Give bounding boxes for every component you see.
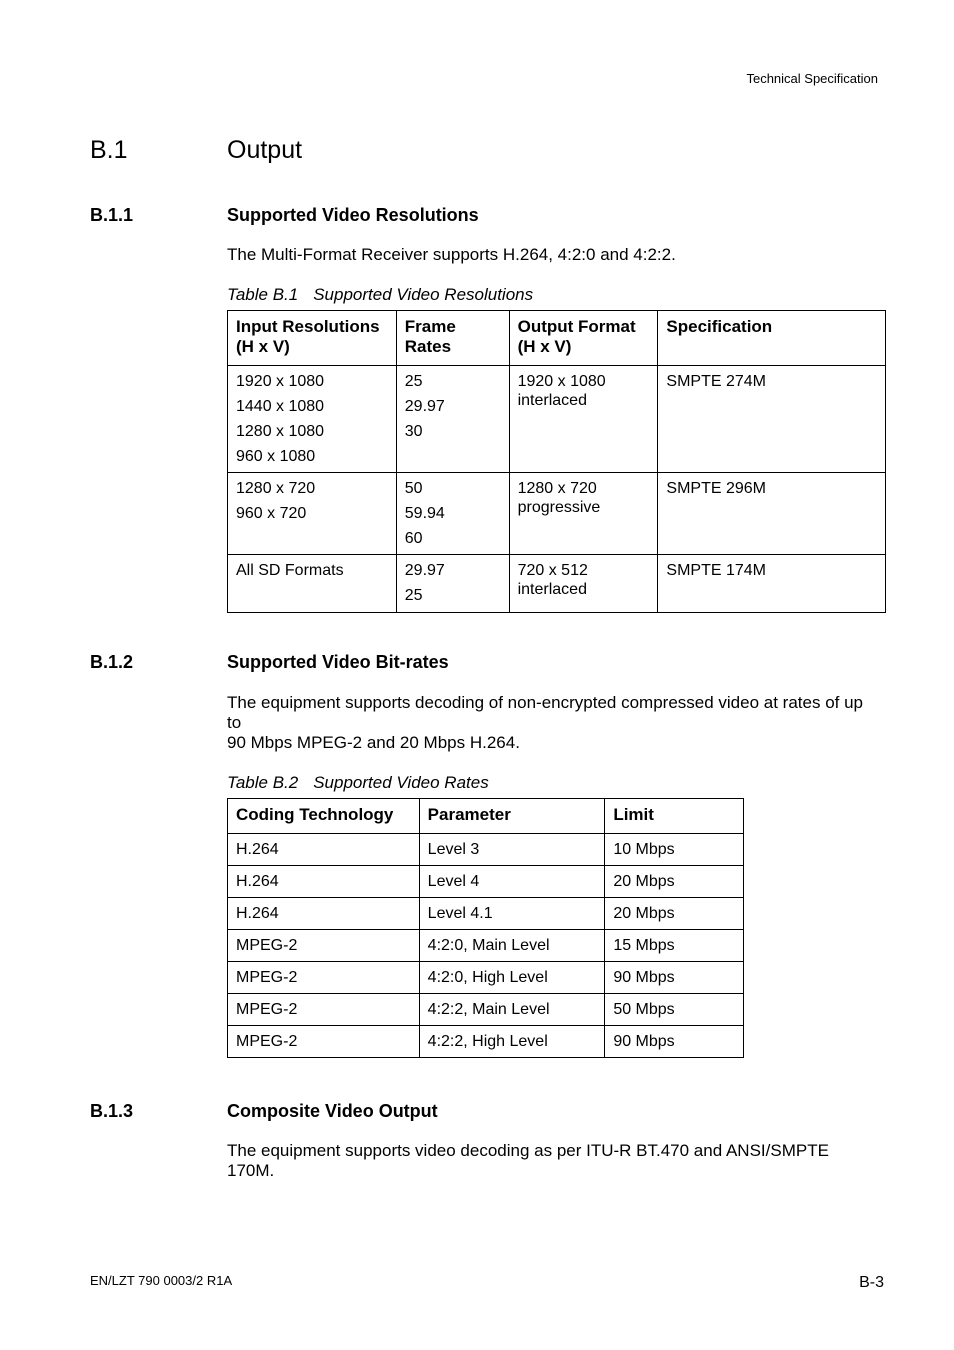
page-number: B-3 — [859, 1274, 884, 1291]
output-format-cell — [509, 555, 658, 613]
table-row — [228, 962, 744, 994]
body-paragraph: The Multi-Format Receiver supports H.264, 4:2:0 and 4:2:2. — [227, 245, 676, 264]
coding-technology-cell: H.264 — [228, 834, 420, 866]
column-header: Input Resolutions (H x V) — [228, 311, 397, 366]
document-id: EN/LZT 790 0003/2 R1A — [90, 1273, 233, 1288]
paragraph-line: 90 Mbps MPEG-2 and 20 Mbps H.264. — [227, 733, 520, 752]
frame-rate-value: 29.97 — [404, 398, 445, 415]
paragraph-line: The equipment supports decoding of non-encrypted compressed video at rates of up to — [227, 693, 863, 732]
coding-technology-cell: MPEG-2 — [228, 962, 420, 994]
resolution-value: 1280 x 720 — [236, 480, 316, 497]
limit-cell: 90 Mbps — [605, 962, 744, 994]
coding-technology-cell: MPEG-2 — [228, 930, 420, 962]
input-resolutions-cell — [228, 473, 397, 555]
subsection-title: Composite Video Output — [227, 1101, 438, 1121]
frame-rates-cell — [396, 473, 509, 555]
limit-cell: 20 Mbps — [605, 866, 744, 898]
table-row — [228, 930, 744, 962]
specification-cell — [658, 473, 886, 555]
output-format-value: 1920 x 1080 interlaced — [517, 373, 606, 409]
resolution-value: 1920 x 1080 — [236, 373, 325, 390]
limit-cell: 90 Mbps — [605, 1026, 744, 1058]
caption-label: Table B.1 — [227, 285, 299, 304]
subsection-number: B.1.3 — [90, 1101, 134, 1121]
frame-rate-value: 59.94 — [404, 505, 445, 522]
table-row — [228, 898, 744, 930]
resolutions-table — [227, 310, 886, 613]
table-header-row — [228, 311, 886, 366]
subsection-title: Supported Video Resolutions — [227, 205, 479, 225]
frame-rate-value: 60 — [404, 530, 423, 547]
specification-value: SMPTE 274M — [666, 373, 766, 390]
subsection-number: B.1.1 — [90, 205, 134, 225]
specification-cell — [658, 555, 886, 613]
section-number: B.1 — [90, 136, 128, 164]
column-header: Output Format (H x V) — [509, 311, 658, 366]
resolution-value: All SD Formats — [236, 562, 344, 579]
parameter-cell: 4:2:0, High Level — [419, 962, 605, 994]
resolution-value: 1280 x 1080 — [236, 423, 325, 440]
specification-value: SMPTE 296M — [666, 480, 766, 497]
parameter-cell: Level 3 — [419, 834, 605, 866]
bitrates-table — [227, 798, 744, 1058]
subsection-number: B.1.2 — [90, 652, 134, 672]
limit-cell: 50 Mbps — [605, 994, 744, 1026]
column-header: Frame Rates — [396, 311, 509, 366]
output-format-cell — [509, 366, 658, 473]
parameter-cell: 4:2:2, Main Level — [419, 994, 605, 1026]
frame-rate-value: 30 — [404, 423, 423, 440]
coding-technology-cell: H.264 — [228, 866, 420, 898]
caption-title: Supported Video Rates — [313, 773, 489, 792]
specification-value: SMPTE 174M — [666, 562, 766, 579]
table-row — [228, 834, 744, 866]
column-header: Coding Technology — [228, 799, 420, 834]
section-title: Output — [227, 136, 303, 164]
coding-technology-cell: MPEG-2 — [228, 994, 420, 1026]
parameter-cell: 4:2:2, High Level — [419, 1026, 605, 1058]
coding-technology-cell: MPEG-2 — [228, 1026, 420, 1058]
parameter-cell: 4:2:0, Main Level — [419, 930, 605, 962]
table-row — [228, 866, 744, 898]
limit-cell: 20 Mbps — [605, 898, 744, 930]
table-row — [228, 1026, 744, 1058]
table-caption — [227, 285, 533, 305]
parameter-cell: Level 4.1 — [419, 898, 605, 930]
running-header: Technical Specification — [746, 71, 878, 86]
column-header: Parameter — [419, 799, 605, 834]
caption-title: Supported Video Resolutions — [313, 285, 534, 304]
frame-rate-value: 29.97 — [404, 562, 445, 579]
frame-rate-value: 25 — [404, 373, 423, 390]
frame-rates-cell — [396, 366, 509, 473]
column-header: Limit — [605, 799, 744, 834]
input-resolutions-cell — [228, 555, 397, 613]
table-row — [228, 473, 886, 555]
resolution-value: 960 x 1080 — [236, 448, 316, 465]
output-format-cell — [509, 473, 658, 555]
resolution-value: 960 x 720 — [236, 505, 307, 522]
output-format-value: 1280 x 720 progressive — [517, 480, 601, 516]
table-caption — [227, 773, 489, 793]
body-paragraph: The equipment supports video decoding as per ITU-R BT.470 and ANSI/SMPTE 170M. — [227, 1141, 829, 1180]
parameter-cell: Level 4 — [419, 866, 605, 898]
specification-cell — [658, 366, 886, 473]
coding-technology-cell: H.264 — [228, 898, 420, 930]
limit-cell: 10 Mbps — [605, 834, 744, 866]
table-row — [228, 366, 886, 473]
table-header-row — [228, 799, 744, 834]
input-resolutions-cell — [228, 366, 397, 473]
subsection-title: Supported Video Bit-rates — [227, 652, 449, 672]
frame-rate-value: 25 — [404, 587, 423, 604]
column-header: Specification — [658, 311, 886, 366]
resolution-value: 1440 x 1080 — [236, 398, 325, 415]
limit-cell: 15 Mbps — [605, 930, 744, 962]
output-format-value: 720 x 512 interlaced — [517, 562, 588, 598]
caption-label: Table B.2 — [227, 773, 299, 792]
body-paragraph — [227, 693, 877, 753]
table-row — [228, 994, 744, 1026]
frame-rate-value: 50 — [404, 480, 423, 497]
frame-rates-cell — [396, 555, 509, 613]
table-row — [228, 555, 886, 613]
